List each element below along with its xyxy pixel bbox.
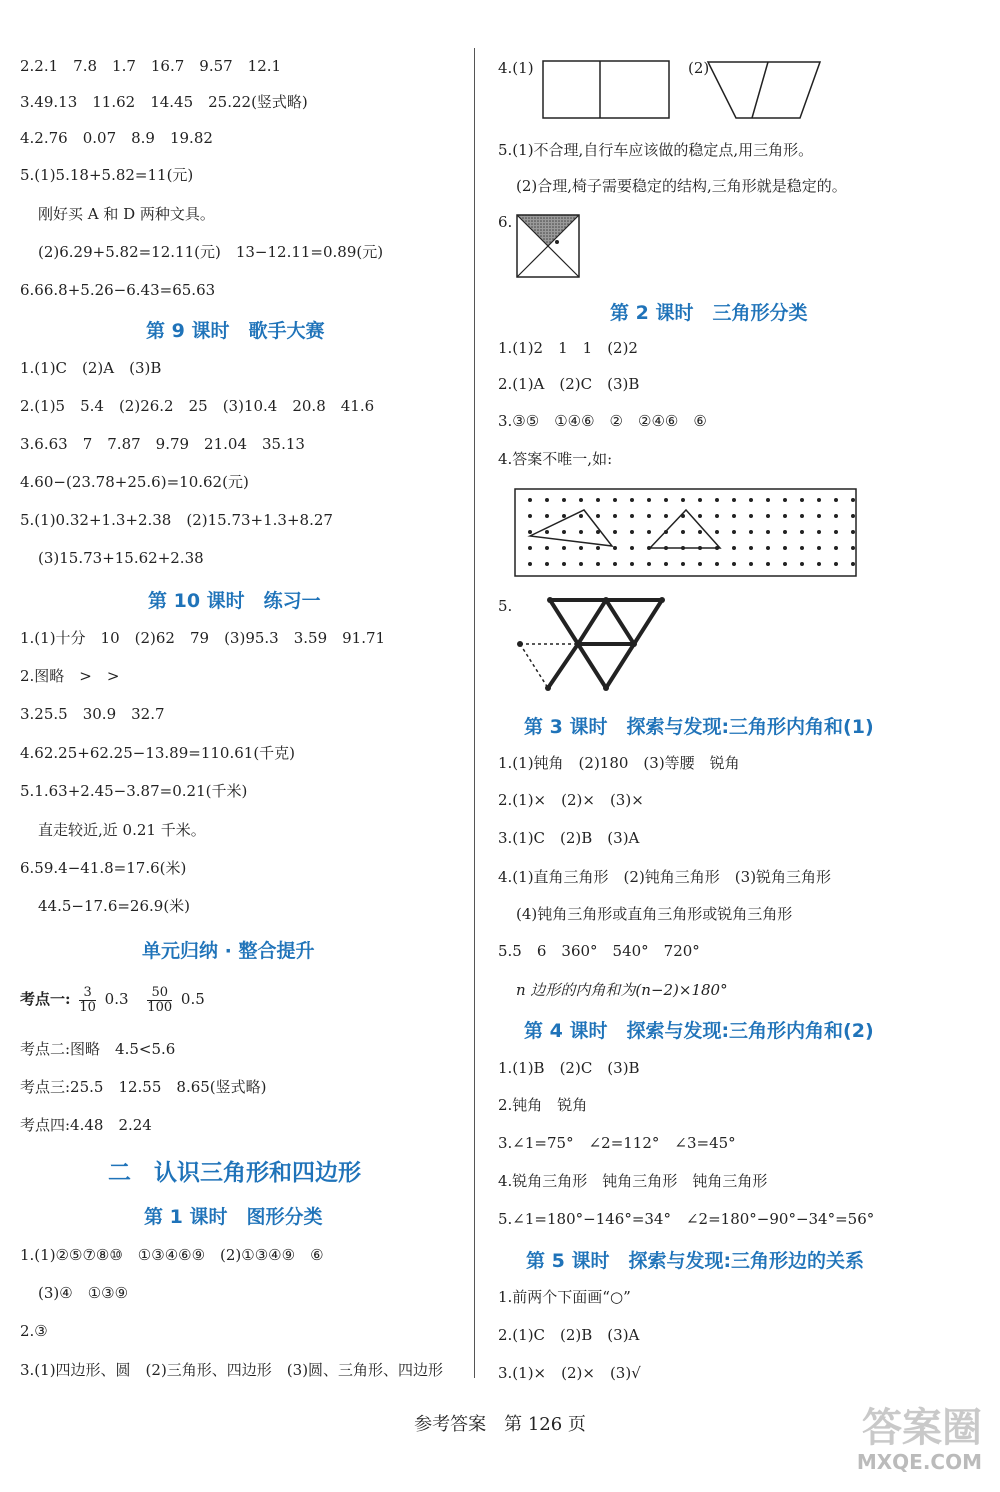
fraction	[79, 986, 96, 1015]
grid-dot	[528, 514, 532, 518]
grid-dot	[596, 498, 600, 502]
value: 0.5	[180, 990, 205, 1008]
answer-line: 4.答案不唯一,如:	[498, 450, 613, 468]
grid-dot	[766, 514, 770, 518]
grid-dot	[562, 546, 566, 550]
section-heading: 第 2 课时 三角形分类	[610, 302, 808, 324]
answer-line: 刚好买 A 和 D 两种文具。	[38, 205, 215, 223]
answer-line: 6.66.8+5.26−6.43=65.63	[20, 281, 216, 299]
answer-line: (4)钝角三角形或直角三角形或锐角三角形	[516, 905, 793, 923]
grid-dot	[545, 498, 549, 502]
grid-dot	[630, 514, 634, 518]
answer-line: (2)	[688, 59, 710, 77]
answer-line: 2.2.1 7.8 1.7 16.7 9.57 12.1	[20, 57, 282, 75]
answer-line: 5.	[498, 597, 513, 615]
grid-dot	[528, 530, 532, 534]
answer-line: (3)④ ①③⑨	[38, 1284, 129, 1302]
grid-dot	[579, 514, 583, 518]
answer-line: 2.图略 > >	[20, 667, 120, 685]
section-heading: 第 1 课时 图形分类	[144, 1206, 323, 1228]
grid-dot	[715, 498, 719, 502]
grid-dot	[562, 562, 566, 566]
watermark	[857, 1406, 982, 1474]
answer-line: 4.锐角三角形 钝角三角形 钝角三角形	[498, 1172, 768, 1190]
grid-dot	[851, 498, 855, 502]
grid-dot	[613, 498, 617, 502]
grid-dot	[596, 546, 600, 550]
rectangle-figure	[542, 60, 670, 120]
grid-dot	[817, 546, 821, 550]
grid-dot	[766, 546, 770, 550]
grid-dot	[800, 562, 804, 566]
value: 0.3	[104, 990, 129, 1008]
answer-line: 4.60−(23.78+25.6)=10.62(元)	[20, 473, 249, 491]
grid-dot	[545, 562, 549, 566]
grid-dot	[630, 498, 634, 502]
numerator: 3	[79, 986, 96, 1001]
grid-dot	[851, 562, 855, 566]
grid-dot	[579, 562, 583, 566]
answer-line: (2)6.29+5.82=12.11(元) 13−12.11=0.89(元)	[38, 243, 384, 261]
section-heading: 单元归纳 · 整合提升	[142, 940, 315, 962]
chapter-title: 二 认识三角形和四边形	[108, 1160, 361, 1186]
grid-dot	[800, 514, 804, 518]
grid-dot	[613, 562, 617, 566]
grid-dot	[647, 498, 651, 502]
grid-dot	[817, 530, 821, 534]
answer-line: 5.(1)0.32+1.3+2.38 (2)15.73+1.3+8.27	[20, 511, 333, 529]
grid-dot	[834, 562, 838, 566]
grid-dot	[749, 562, 753, 566]
grid-dot	[528, 562, 532, 566]
answer-line: 1.(1)2 1 1 (2)2	[498, 339, 638, 357]
answer-line: 3.49.13 11.62 14.45 25.22(竖式略)	[20, 93, 308, 111]
grid-dot	[851, 546, 855, 550]
numerator: 50	[147, 986, 172, 1001]
answer-line	[20, 982, 205, 1016]
grid-dot	[817, 514, 821, 518]
grid-dot	[817, 562, 821, 566]
answer-line: 5.(1)不合理,自行车应该做的稳定点,用三角形。	[498, 141, 814, 159]
answer-line: 考点二:图略 4.5<5.6	[20, 1040, 176, 1058]
answer-line: 3.(1)四边形、圆 (2)三角形、四边形 (3)圆、三角形、四边形	[20, 1361, 444, 1379]
denominator: 100	[147, 999, 173, 1015]
grid-dot	[528, 498, 532, 502]
grid-dot	[562, 514, 566, 518]
grid-dot	[545, 530, 549, 534]
answer-line: 2.③	[20, 1322, 48, 1340]
answer-line: 3.∠1=75° ∠2=112° ∠3=45°	[498, 1134, 736, 1152]
grid-dot	[766, 530, 770, 534]
answer-line: 5.∠1=180°−146°=34° ∠2=180°−90°−34°=56°	[498, 1210, 875, 1228]
watermark-logo: 答案圈	[862, 1405, 982, 1451]
grid-dot	[783, 530, 787, 534]
answer-line: (3)15.73+15.62+2.38	[38, 549, 204, 567]
grid-dot	[681, 562, 685, 566]
answer-line: 考点四:4.48 2.24	[20, 1116, 152, 1134]
grid-dot	[851, 530, 855, 534]
answer-line: 3.6.63 7 7.87 9.79 21.04 35.13	[20, 435, 305, 453]
answer-line: 1.(1)十分 10 (2)62 79 (3)95.3 3.59 91.71	[20, 629, 386, 647]
grid-dot	[630, 562, 634, 566]
answer-line: 1.(1)C (2)A (3)B	[20, 359, 162, 377]
grid-dot	[732, 514, 736, 518]
grid-dot	[749, 546, 753, 550]
answer-line: 2.(1)5 5.4 (2)26.2 25 (3)10.4 20.8 41.6	[20, 397, 375, 415]
grid-dot	[749, 514, 753, 518]
answer-line: 4.2.76 0.07 8.9 19.82	[20, 129, 213, 147]
answer-line: 2.(1)× (2)× (3)×	[498, 791, 644, 809]
square-figure	[516, 214, 580, 278]
answer-line: 2.(1)C (2)B (3)A	[498, 1326, 640, 1344]
grid-dot	[800, 530, 804, 534]
answer-line: n 边形的内角和为(n−2)×180°	[516, 981, 728, 999]
section-heading: 第 5 课时 探索与发现:三角形边的关系	[526, 1250, 865, 1272]
answer-line: (2)合理,椅子需要稳定的结构,三角形就是稳定的。	[516, 177, 847, 195]
triangle-2	[650, 510, 720, 548]
grid-dot	[766, 562, 770, 566]
grid-dot	[647, 514, 651, 518]
grid-dot	[783, 562, 787, 566]
column-divider	[474, 48, 475, 1378]
answer-line: 6.	[498, 213, 513, 231]
answer-line: 1.(1)②⑤⑦⑧⑩ ①③④⑥⑨ (2)①③④⑨ ⑥	[20, 1246, 324, 1264]
answer-line: 1.(1)B (2)C (3)B	[498, 1059, 640, 1077]
grid-dot	[732, 562, 736, 566]
grid-dot	[579, 498, 583, 502]
grid-dot	[732, 546, 736, 550]
answer-line: 3.③⑤ ①④⑥ ② ②④⑥ ⑥	[498, 412, 707, 430]
grid-dot	[681, 498, 685, 502]
grid-dot	[562, 498, 566, 502]
answer-line: 4.(1)直角三角形 (2)钝角三角形 (3)锐角三角形	[498, 868, 832, 886]
grid-dot	[834, 530, 838, 534]
answer-line: 44.5−17.6=26.9(米)	[38, 897, 191, 915]
grid-dots	[528, 498, 855, 566]
answer-line: 2.钝角 锐角	[498, 1096, 588, 1114]
answer-line: 1.前两个下面画“○”	[498, 1288, 631, 1306]
grid-dot	[630, 546, 634, 550]
grid-dot	[698, 562, 702, 566]
grid-dot	[664, 514, 668, 518]
grid-dot	[647, 562, 651, 566]
grid-dot	[664, 498, 668, 502]
answer-line: 6.59.4−41.8=17.6(米)	[20, 859, 187, 877]
answer-line: 1.(1)钝角 (2)180 (3)等腰 锐角	[498, 754, 740, 772]
grid-dot	[681, 530, 685, 534]
grid-dot	[545, 514, 549, 518]
grid-dot	[783, 498, 787, 502]
grid-dot	[783, 514, 787, 518]
section-heading: 第 9 课时 歌手大赛	[146, 320, 325, 342]
grid-dot	[834, 514, 838, 518]
grid-dot	[800, 546, 804, 550]
grid-dot	[817, 498, 821, 502]
answer-line: 3.(1)× (2)× (3)√	[498, 1364, 641, 1382]
grid-dot	[834, 498, 838, 502]
answer-line: 4.(1)	[498, 59, 534, 77]
grid-dot	[783, 546, 787, 550]
grid-dot	[613, 530, 617, 534]
section-heading: 第 4 课时 探索与发现:三角形内角和(2)	[524, 1020, 874, 1042]
answer-line: 3.(1)C (2)B (3)A	[498, 829, 640, 847]
answer-line: 3.25.5 30.9 32.7	[20, 705, 165, 723]
matchstick-triangles-figure	[512, 594, 672, 694]
grid-dot	[562, 530, 566, 534]
dot-grid-figure	[514, 488, 858, 578]
section-heading: 第 10 课时 练习一	[148, 590, 321, 612]
grid-dot	[647, 530, 651, 534]
grid-dot	[732, 498, 736, 502]
grid-dot	[800, 498, 804, 502]
denominator: 10	[79, 999, 96, 1015]
grid-dot	[596, 514, 600, 518]
grid-dot	[613, 514, 617, 518]
grid-dot	[579, 546, 583, 550]
grid-dot	[698, 514, 702, 518]
answer-line: 考点三:25.5 12.55 8.65(竖式略)	[20, 1078, 267, 1096]
answer-line: 4.62.25+62.25−13.89=110.61(千克)	[20, 744, 296, 762]
grid-dot	[732, 530, 736, 534]
grid-dot	[664, 562, 668, 566]
grid-dot	[749, 530, 753, 534]
answer-line: 2.(1)A (2)C (3)B	[498, 375, 640, 393]
answer-line: 直走较近,近 0.21 千米。	[38, 821, 206, 839]
key-point-label: 考点一:	[20, 990, 71, 1008]
answer-line: 5.(1)5.18+5.82=11(元)	[20, 166, 194, 184]
grid-dot	[596, 562, 600, 566]
grid-dot	[613, 546, 617, 550]
grid-dot	[545, 546, 549, 550]
grid-dot	[715, 514, 719, 518]
trapezoid-figure	[706, 60, 822, 120]
answer-line: 5.5 6 360° 540° 720°	[498, 942, 700, 960]
grid-dot	[698, 530, 702, 534]
grid-dot	[698, 498, 702, 502]
grid-dot	[851, 514, 855, 518]
section-heading: 第 3 课时 探索与发现:三角形内角和(1)	[524, 716, 874, 738]
grid-dot	[630, 530, 634, 534]
grid-dot	[715, 562, 719, 566]
grid-dot	[766, 498, 770, 502]
grid-dot	[528, 546, 532, 550]
fraction	[147, 986, 172, 1015]
grid-dot	[749, 498, 753, 502]
grid-dot	[579, 530, 583, 534]
answer-line: 5.1.63+2.45−3.87=0.21(千米)	[20, 782, 248, 800]
watermark-url: MXQE.COM	[856, 1450, 982, 1474]
page-footer: 参考答案 第 126 页	[414, 1414, 586, 1435]
grid-dot	[715, 530, 719, 534]
grid-dot	[834, 546, 838, 550]
